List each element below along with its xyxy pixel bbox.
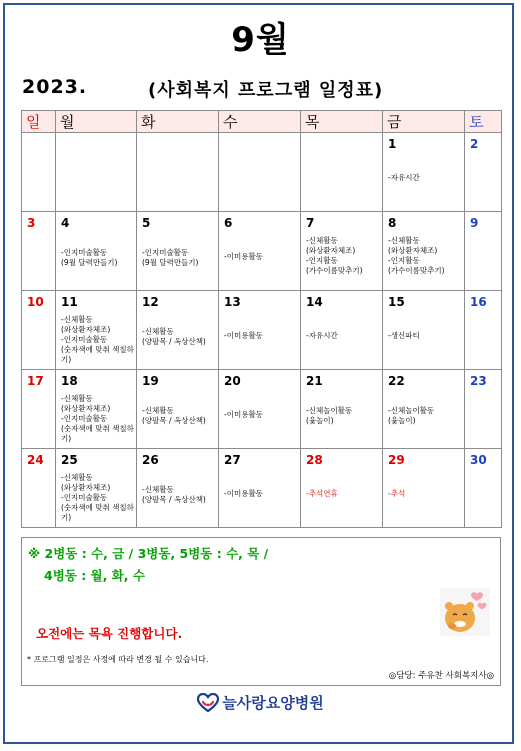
event-text: -신체활동 (61, 394, 93, 403)
event-text: (가수이름맞추기) (306, 266, 363, 275)
day-number: 27 (224, 453, 241, 467)
day-number: 2 (470, 137, 479, 151)
event-text: -신체놀이활동 (388, 406, 435, 415)
day-cell (137, 449, 219, 528)
week-row (22, 291, 502, 370)
day-number: 17 (27, 374, 44, 388)
morning-bath-notice: 오전에는 목욕 진행합니다. (36, 626, 183, 641)
day-number: 28 (306, 453, 323, 467)
day-number: 26 (142, 453, 159, 467)
day-cell (56, 449, 137, 528)
day-cell (22, 133, 56, 212)
event-text: -이미용활동 (224, 410, 263, 419)
event-text: (숫자색에 맞춰 색칠하기) (61, 424, 134, 443)
day-cell (219, 133, 301, 212)
day-number: 12 (142, 295, 159, 309)
day-cell (137, 370, 219, 449)
day-cell (137, 133, 219, 212)
day-number: 4 (61, 216, 70, 230)
day-cell (56, 133, 137, 212)
day-cell (383, 212, 465, 291)
week-row (22, 133, 502, 212)
day-cell (301, 133, 383, 212)
week-row (22, 212, 502, 291)
day-cell (22, 370, 56, 449)
day-cell (137, 291, 219, 370)
hospital-logo (0, 692, 521, 717)
day-cell (465, 212, 502, 291)
event-text: (와상환자체조) (388, 246, 438, 255)
event-text: -신체활동 (306, 236, 338, 245)
ward-schedule-line1: ※ 2병동 : 수, 금 / 3병동, 5병동 : 수, 목 / (28, 546, 269, 561)
week-row (22, 370, 502, 449)
day-cell (301, 212, 383, 291)
day-cell (137, 212, 219, 291)
character-sticker-icon (440, 588, 490, 636)
event-text: -인지미술활동 (61, 335, 108, 344)
day-number: 25 (61, 453, 78, 467)
event-text: (가수이름맞추기) (388, 266, 445, 275)
day-number: 7 (306, 216, 315, 230)
event-text: (9월 달력만들기) (61, 258, 118, 267)
event-text: (양팔목 / 옥상산책) (142, 337, 206, 346)
day-cell (219, 291, 301, 370)
ward-schedule-line2: 4병동 : 월, 화, 수 (44, 568, 145, 583)
day-cell (301, 449, 383, 528)
day-number: 11 (61, 295, 78, 309)
weekday-sat: 토 (465, 111, 502, 133)
event-text: (윷놀이) (306, 416, 334, 425)
day-number: 6 (224, 216, 233, 230)
event-text: -이미용활동 (224, 331, 263, 340)
day-number: 29 (388, 453, 405, 467)
day-number: 20 (224, 374, 241, 388)
event-text: (와상환자체조) (61, 404, 111, 413)
event-text: -추석 (388, 489, 406, 498)
event-text: (와상환자체조) (61, 325, 111, 334)
day-number: 24 (27, 453, 44, 467)
day-number: 3 (27, 216, 36, 230)
day-cell (22, 449, 56, 528)
schedule-subtitle: (사회복지 프로그램 일정표) (148, 80, 384, 101)
week-row (22, 449, 502, 528)
event-text: -자유시간 (306, 331, 338, 340)
day-cell (465, 370, 502, 449)
day-cell (56, 291, 137, 370)
event-text: -신체활동 (388, 236, 420, 245)
event-text: -인지활동 (388, 256, 420, 265)
event-text: -인지미술활동 (142, 248, 189, 257)
year-label: 2023. (22, 76, 88, 98)
day-number: 14 (306, 295, 323, 309)
event-text: -자유시간 (388, 173, 420, 182)
day-number: 16 (470, 295, 487, 309)
event-text: -인지미술활동 (61, 493, 108, 502)
day-cell (383, 133, 465, 212)
event-text: (양팔목 / 옥상산책) (142, 495, 206, 504)
event-text: (숫자색에 맞춰 색칠하기) (61, 503, 134, 522)
day-number: 9 (470, 216, 479, 230)
day-number: 21 (306, 374, 323, 388)
event-text: (와상환자체조) (61, 483, 111, 492)
event-text: -이미용활동 (224, 489, 263, 498)
day-cell (301, 291, 383, 370)
day-cell (22, 212, 56, 291)
day-number: 18 (61, 374, 78, 388)
weekday-thu: 목 (301, 111, 383, 133)
day-cell (56, 212, 137, 291)
calendar-table (21, 110, 502, 528)
day-number: 10 (27, 295, 44, 309)
event-text: -인지미술활동 (61, 248, 108, 257)
event-text: -추석연휴 (306, 489, 338, 498)
day-number: 1 (388, 137, 397, 151)
weekday-sun: 일 (22, 111, 56, 133)
event-text: -신체활동 (142, 327, 174, 336)
event-text: (와상환자체조) (306, 246, 356, 255)
event-text: -신체활동 (142, 485, 174, 494)
day-cell (465, 133, 502, 212)
event-text: -신체활동 (142, 406, 174, 415)
manager-label: ◎담당: 주유찬 사회복지사◎ (388, 671, 494, 681)
day-cell (219, 212, 301, 291)
day-number: 19 (142, 374, 159, 388)
schedule-change-notice: * 프로그램 일정은 사정에 따라 변경 될 수 있습니다. (27, 655, 209, 664)
event-text: (양팔목 / 옥상산책) (142, 416, 206, 425)
weekday-mon: 월 (56, 111, 137, 133)
event-text: (9월 달력만들기) (142, 258, 199, 267)
event-text: -신체놀이활동 (306, 406, 353, 415)
month-title: 9월 (231, 20, 290, 60)
event-text: -인지활동 (306, 256, 338, 265)
event-text: -신체활동 (61, 315, 93, 324)
event-text: -이미용활동 (224, 252, 263, 261)
notes-box (21, 537, 501, 686)
day-cell (56, 370, 137, 449)
day-number: 30 (470, 453, 487, 467)
weekday-wed: 수 (219, 111, 301, 133)
day-cell (465, 291, 502, 370)
heart-logo-icon (197, 693, 219, 713)
hospital-name: 늘사랑요양병원 (222, 694, 324, 712)
day-cell (219, 449, 301, 528)
weekday-tue: 화 (137, 111, 219, 133)
weekday-header-row (22, 111, 502, 133)
day-number: 5 (142, 216, 151, 230)
event-text: -생신파티 (388, 331, 420, 340)
day-number: 8 (388, 216, 397, 230)
event-text: (윷놀이) (388, 416, 416, 425)
day-cell (219, 370, 301, 449)
day-cell (301, 370, 383, 449)
day-number: 15 (388, 295, 405, 309)
day-cell (383, 370, 465, 449)
day-cell (465, 449, 502, 528)
day-cell (383, 291, 465, 370)
event-text: -인지미술활동 (61, 414, 108, 423)
day-number: 23 (470, 374, 487, 388)
event-text: -신체활동 (61, 473, 93, 482)
day-cell (383, 449, 465, 528)
day-number: 13 (224, 295, 241, 309)
day-cell (22, 291, 56, 370)
event-text: (숫자색에 맞춰 색칠하기) (61, 345, 134, 364)
day-number: 22 (388, 374, 405, 388)
weekday-fri: 금 (383, 111, 465, 133)
